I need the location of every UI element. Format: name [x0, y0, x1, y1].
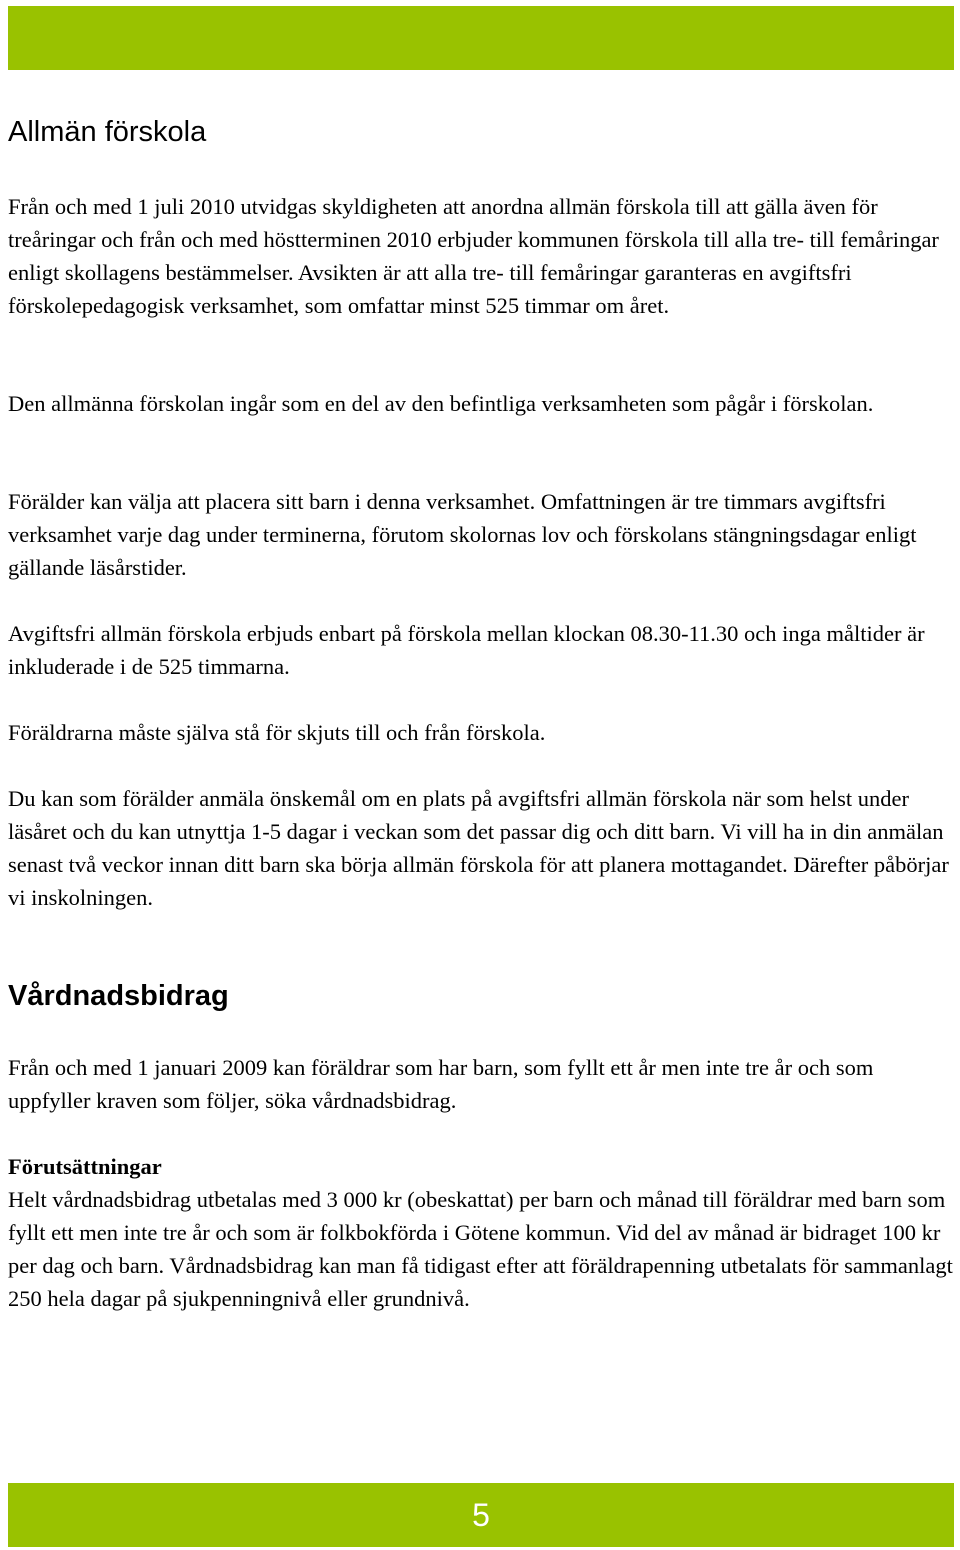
vardnadsbidrag-conditions [8, 1150, 953, 1315]
paragraph-6: Du kan som förälder anmäla önskemål om en plats på avgiftsfri allmän förskola när som helst under läsåret och du kan utnyttja 1-5 dagar i veckan som det passar dig och ditt barn. Vi vill ha in din anmälan senast två veckor innan ditt barn ska börja allmän förskola för att planera mottagandet. Därefter påbörjar vi inskolningen. [8, 786, 949, 910]
subheading-forutsattningar: Förutsättningar [8, 1154, 162, 1179]
header-bar [8, 6, 954, 70]
section-heading-allman-forskola: Allmän förskola [8, 116, 207, 148]
vardnadsbidrag-intro: Från och med 1 januari 2009 kan föräldrar som har barn, som fyllt ett år men inte tre år och som uppfyller kraven som följer, söka vårdnadsbidrag. [8, 1055, 874, 1113]
conditions-text: Helt vårdnadsbidrag utbetalas med 3 000 kr (obeskattat) per barn och månad till föräldrar med barn som fyllt ett men inte tre år och som är folkbokförda i Götene kommun. Vid del av månad är bidraget 100 kr per dag och barn. Vårdnadsbidrag kan man få tidigast efter att föräldrapenning utbetalats för sammanlagt 250 hela dagar på sjukpenningnivå eller grundnivå. [8, 1187, 953, 1311]
page-number: 5 [472, 1497, 490, 1533]
footer-bar [8, 1483, 954, 1547]
paragraph-2: Den allmänna förskolan ingår som en del av den befintliga verksamheten som pågår i förskolan. [8, 391, 874, 416]
paragraph-3: Förälder kan välja att placera sitt barn i denna verksamhet. Omfattningen är tre timmars avgiftsfri verksamhet varje dag under terminerna, förutom skolornas lov och förskolans stängningsdagar enligt gällande läsårstider. [8, 489, 917, 580]
paragraph-1: Från och med 1 juli 2010 utvidgas skyldigheten att anordna allmän förskola till att gälla även för treåringar och från och med höstterminen 2010 erbjuder kommunen förskola till alla tre- till femåringar enligt skollagens bestämmelser. Avsikten är att alla tre- till femåringar garanteras en avgiftsfri förskolepedagogisk verksamhet, som omfattar minst 525 timmar om året. [8, 194, 939, 318]
section-heading-vardnadsbidrag: Vårdnadsbidrag [8, 980, 229, 1012]
paragraph-4: Avgiftsfri allmän förskola erbjuds enbart på förskola mellan klockan 08.30-11.30 och inga måltider är inkluderade i de 525 timmarna. [8, 621, 925, 679]
paragraph-5: Föräldrarna måste själva stå för skjuts till och från förskola. [8, 720, 546, 745]
